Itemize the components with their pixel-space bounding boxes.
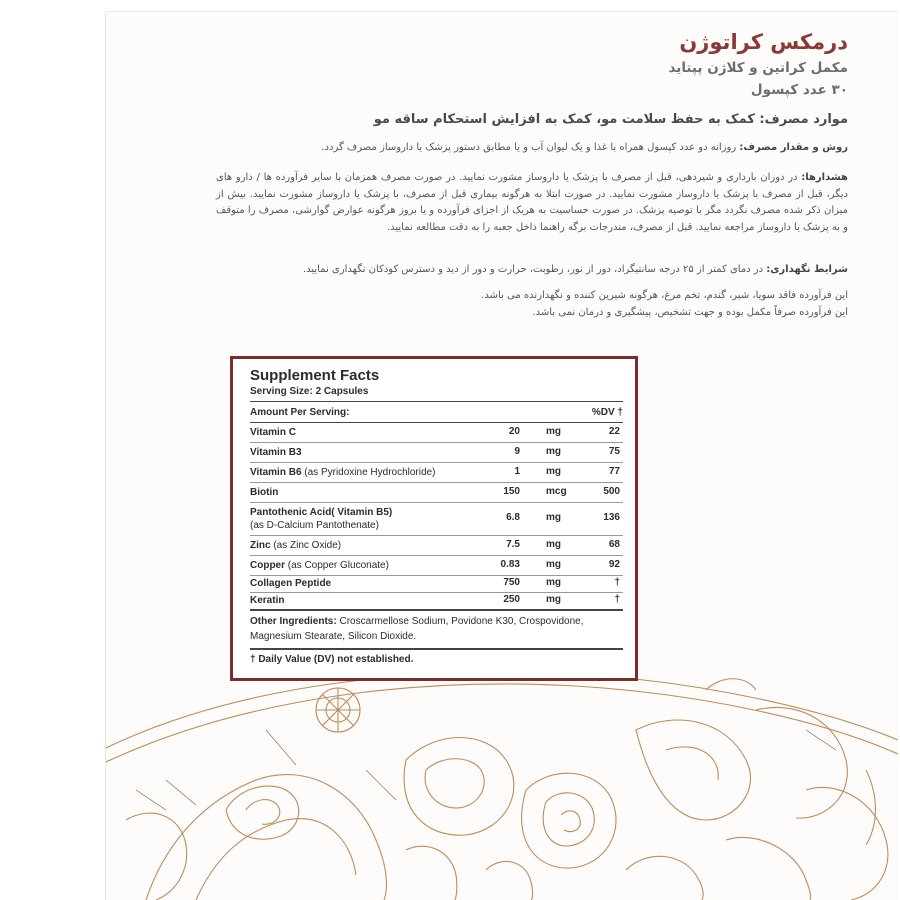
nutrient-amount: 0.83 — [500, 559, 520, 570]
directions-text: روزانه دو عدد کپسول همراه با غذا و یک لیوان آب و یا مطابق دستور پزشک یا داروساز مصرف گردد. — [321, 142, 740, 153]
disclaimer-note: این فرآورده صرفاً مکمل بوده و جهت تشخیص، پیشگیری و درمان نمی باشد. — [532, 307, 848, 318]
nutrient-name: Zinc (as Zinc Oxide) — [250, 540, 342, 551]
nutrient-dv: 22 — [608, 426, 620, 437]
storage-paragraph — [216, 262, 848, 279]
warnings-paragraph — [216, 170, 848, 236]
dv-header: %DV † — [591, 407, 623, 418]
nutrient-unit: mg — [546, 594, 561, 605]
amount-header: Amount Per Serving: — [250, 407, 350, 418]
nutrient-unit: mg — [546, 466, 561, 477]
nutrient-dv: † — [614, 594, 620, 605]
table-row — [250, 536, 623, 556]
nutrient-amount: 7.5 — [506, 539, 520, 550]
nutrient-name: Vitamin C — [250, 427, 296, 438]
nutrient-amount: 9 — [514, 446, 520, 457]
nutrient-name: Keratin — [250, 595, 285, 606]
nutrient-unit: mcg — [546, 486, 567, 497]
nutrient-name: Vitamin B3 — [250, 447, 302, 458]
facts-title: Supplement Facts — [250, 367, 380, 384]
allergen-note: این فرآورده فاقد سویا، شیر، گندم، تخم مرغ، هرگونه شیرین کننده و نگهدارنده می باشد. — [481, 290, 848, 301]
nutrient-amount: 1 — [514, 466, 520, 477]
warnings-text: در دوران بارداری و شیردهی، قبل از مصرف با پزشک یا داروساز مشورت نمایید. در صورت مصرف همزمان با سایر فرآورده ها / دارو های دیگر، قبل از مصرف با پزشک یا داروساز مشورت نمایید. در صورت ابتلا به هرگونه بیماری قبل از مصرف، با پزشک یا داروساز مشورت نمایید. بیش از میزان ذکر شده مصرف نگردد مگر با توصیه پزشک. در صورت حساسیت به هریک از اجزای فرآورده و یا بروز هرگونه عوارض گوارشی، مصرف را متوقف و به پزشک یا داروساز مراجعه نمایید. قبل از مصرف، مندرجات برگه راهنما داخل جعبه را به دقت مطالعه نمایید. — [216, 172, 848, 233]
nutrient-unit: mg — [546, 559, 561, 570]
directions-label: روش و مقدار مصرف: — [739, 142, 848, 153]
nutrient-name: Collagen Peptide — [250, 578, 332, 589]
dv-footnote: † Daily Value (DV) not established. — [250, 654, 414, 665]
usage-line: موارد مصرف: کمک به حفظ سلامت مو، کمک به افزایش استحکام ساقه مو — [373, 112, 848, 127]
other-ingredients-label: Other Ingredients: — [250, 616, 337, 627]
storage-text: در دمای کمتر از ۲۵ درجه سانتیگراد، دور از نور، رطوبت، حرارت و دور از دید و دسترس کودکان نگهداری نمایید. — [302, 264, 767, 275]
nutrient-amount: 250 — [503, 594, 520, 605]
nutrient-unit: mg — [546, 577, 561, 588]
nutrient-name: Pantothenic Acid( Vitamin B5) (as D-Calcium Pantothenate) — [250, 507, 393, 531]
table-row — [250, 463, 623, 483]
table-row — [250, 576, 623, 593]
nutrient-dv: 136 — [603, 512, 620, 523]
nutrient-unit: mg — [546, 446, 561, 457]
table-row — [250, 556, 623, 576]
table-row — [250, 593, 623, 611]
nutrient-name: Copper (as Copper Gluconate) — [250, 560, 389, 571]
storage-label: شرایط نگهداری: — [766, 264, 848, 275]
nutrient-amount: 6.8 — [506, 512, 520, 523]
other-ingredients — [250, 611, 623, 650]
nutrient-amount: 150 — [503, 486, 520, 497]
floral-illustration — [106, 670, 898, 900]
directions-paragraph — [216, 140, 848, 157]
nutrient-dv: 68 — [608, 539, 620, 550]
facts-header-row — [250, 402, 623, 423]
nutrient-amount: 20 — [508, 426, 520, 437]
product-name: درمکس کراتوژن — [679, 30, 848, 54]
nutrient-dv: † — [614, 577, 620, 588]
table-row — [250, 503, 623, 536]
nutrient-dv: 77 — [608, 466, 620, 477]
table-row — [250, 423, 623, 443]
nutrient-unit: mg — [546, 512, 561, 523]
other-ingredients-text: Croscarmellose Sodium, Povidone K30, Crospovidone, Magnesium Stearate, Silicon Dioxide. — [250, 616, 584, 642]
nutrient-unit: mg — [546, 426, 561, 437]
product-subtitle: مکمل کراتین و کلاژن پپتاید — [668, 60, 848, 76]
nutrient-amount: 750 — [503, 577, 520, 588]
table-row — [250, 483, 623, 503]
capsule-count: ۳۰ عدد کپسول — [750, 82, 848, 98]
nutrient-dv: 500 — [603, 486, 620, 497]
nutrient-name: Biotin — [250, 487, 279, 498]
warnings-label: هشدارها: — [801, 172, 848, 183]
nutrient-dv: 75 — [608, 446, 620, 457]
nutrient-name: Vitamin B6 (as Pyridoxine Hydrochloride) — [250, 467, 436, 478]
nutrient-dv: 92 — [608, 559, 620, 570]
nutrient-unit: mg — [546, 539, 561, 550]
supplement-facts-panel — [230, 356, 638, 681]
serving-size: Serving Size: 2 Capsules — [250, 386, 369, 397]
table-row — [250, 443, 623, 463]
